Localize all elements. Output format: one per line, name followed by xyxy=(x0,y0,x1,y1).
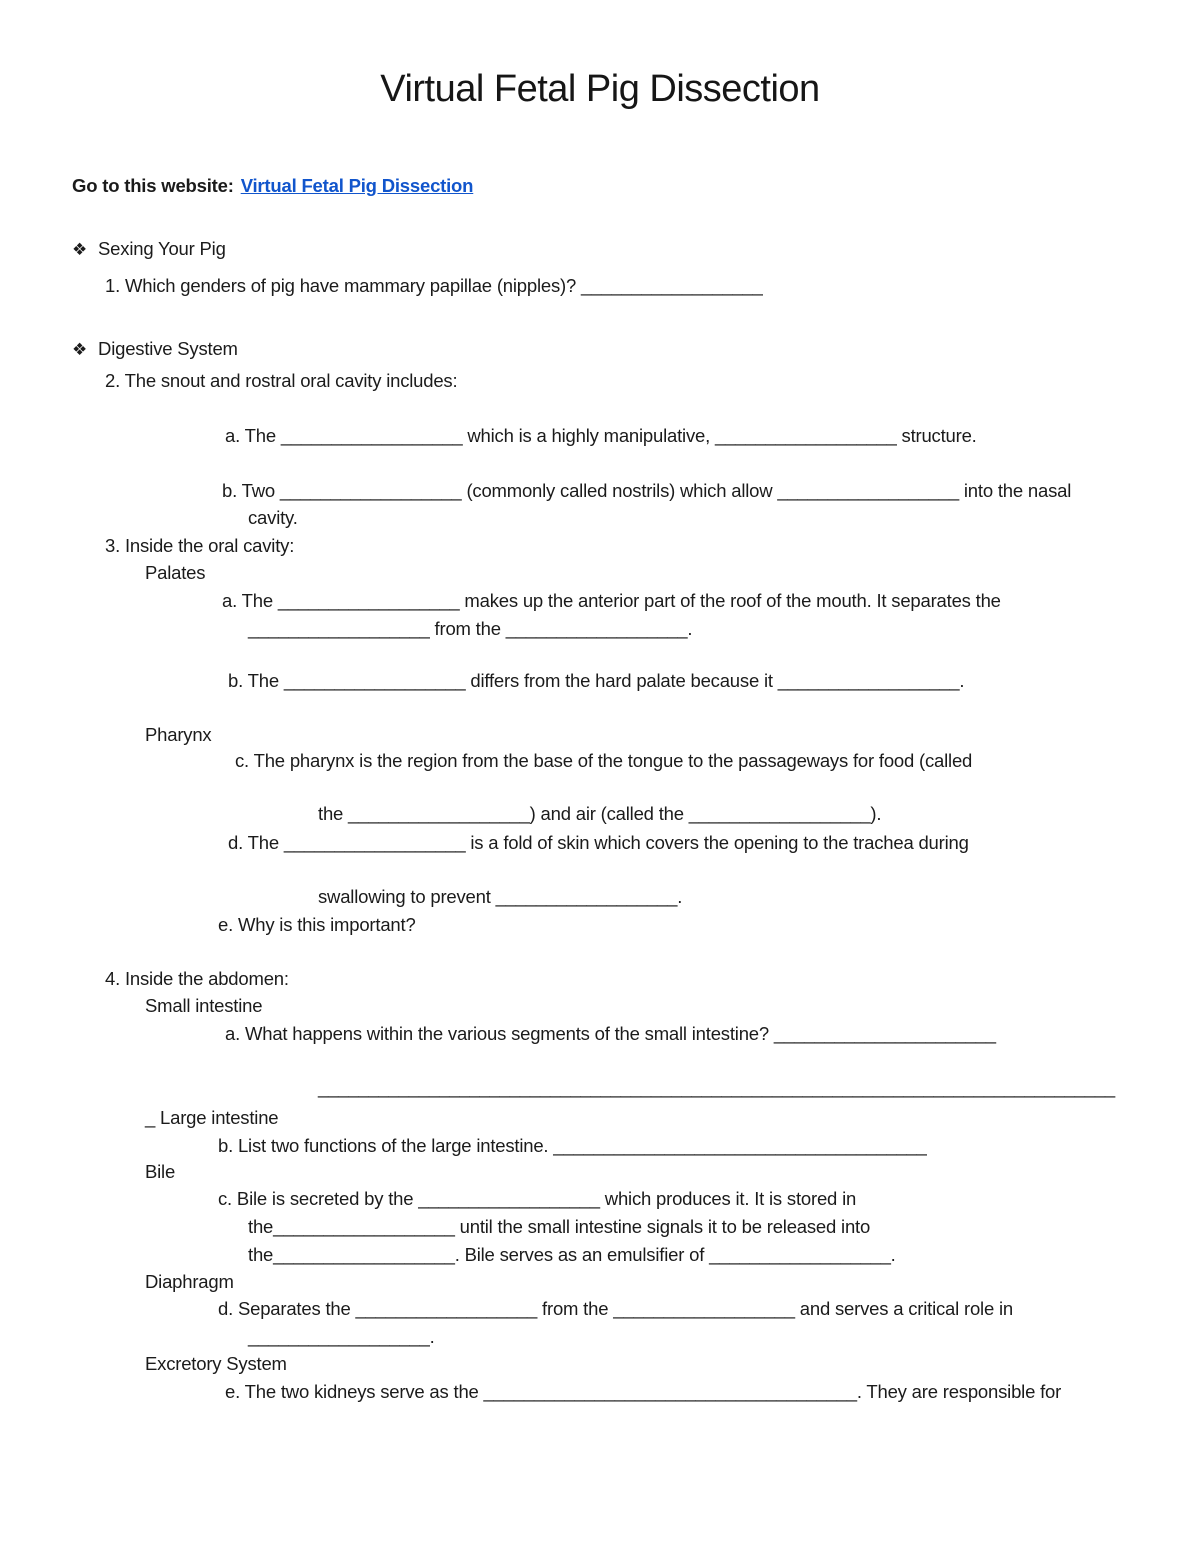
question-4e-line: e. The two kidneys serve as the _____________________________________. They are responsible for xyxy=(225,1381,1062,1402)
question-3a-continuation: __________________ from the __________________. xyxy=(248,618,693,639)
question-4c-continuation-2: the__________________. Bile serves as an emulsifier of __________________. xyxy=(248,1244,896,1265)
subheading-bile: Bile xyxy=(145,1161,176,1182)
answer-blank-line: _______________________________________________________________________________ xyxy=(318,1077,1116,1098)
subheading-palates: Palates xyxy=(145,562,206,583)
section-heading-digestive-system xyxy=(72,336,238,363)
question-2b-continuation: cavity. xyxy=(248,507,298,528)
question-2b-line: b. Two __________________ (commonly called nostrils) which allow __________________ into the nasal xyxy=(222,480,1072,501)
question-4a-line: a. What happens within the various segments of the small intestine? ______________________ xyxy=(225,1023,996,1044)
question-3d-continuation: swallowing to prevent __________________. xyxy=(318,886,683,907)
section-heading-label: Digestive System xyxy=(98,338,238,359)
section-heading-sexing-your-pig xyxy=(72,236,226,263)
question-4b-line: b. List two functions of the large intestine. _____________________________________ xyxy=(218,1135,927,1156)
question-2-line: 2. The snout and rostral oral cavity includes: xyxy=(105,370,458,391)
question-3d-line: d. The __________________ is a fold of skin which covers the opening to the trachea during xyxy=(228,832,969,853)
subheading-large-intestine: _ Large intestine xyxy=(145,1107,279,1128)
diamond-bullet-icon: ❖ xyxy=(72,340,88,359)
question-2a-line: a. The __________________ which is a highly manipulative, __________________ structure. xyxy=(225,425,977,446)
subheading-excretory-system: Excretory System xyxy=(145,1353,287,1374)
question-3b-line: b. The __________________ differs from the hard palate because it __________________. xyxy=(228,670,965,691)
question-3c-line: c. The pharynx is the region from the base of the tongue to the passageways for food (called xyxy=(235,750,973,771)
question-4-line: 4. Inside the abdomen: xyxy=(105,968,289,989)
intro-line xyxy=(72,173,473,199)
question-3c-continuation: the __________________) and air (called the __________________). xyxy=(318,803,882,824)
question-4d-line: d. Separates the __________________ from the __________________ and serves a critical role in xyxy=(218,1298,1013,1319)
subheading-pharynx: Pharynx xyxy=(145,724,212,745)
intro-label: Go to this website: xyxy=(72,175,234,196)
question-3a-line: a. The __________________ makes up the anterior part of the roof of the mouth. It separates the xyxy=(222,590,1001,611)
section-heading-label: Sexing Your Pig xyxy=(98,238,226,259)
question-3-line: 3. Inside the oral cavity: xyxy=(105,535,295,556)
question-3e-line: e. Why is this important? xyxy=(218,914,416,935)
question-4c-line: c. Bile is secreted by the __________________ which produces it. It is stored in xyxy=(218,1188,857,1209)
intro-link[interactable]: Virtual Fetal Pig Dissection xyxy=(240,175,474,196)
subheading-small-intestine: Small intestine xyxy=(145,995,263,1016)
question-1-line: 1. Which genders of pig have mammary papillae (nipples)? __________________ xyxy=(105,275,763,296)
document-title: Virtual Fetal Pig Dissection xyxy=(380,68,820,110)
diamond-bullet-icon: ❖ xyxy=(72,240,88,259)
question-4d-continuation: __________________. xyxy=(248,1326,435,1347)
subheading-diaphragm: Diaphragm xyxy=(145,1271,234,1292)
question-4c-continuation-1: the__________________ until the small intestine signals it to be released into xyxy=(248,1216,871,1237)
